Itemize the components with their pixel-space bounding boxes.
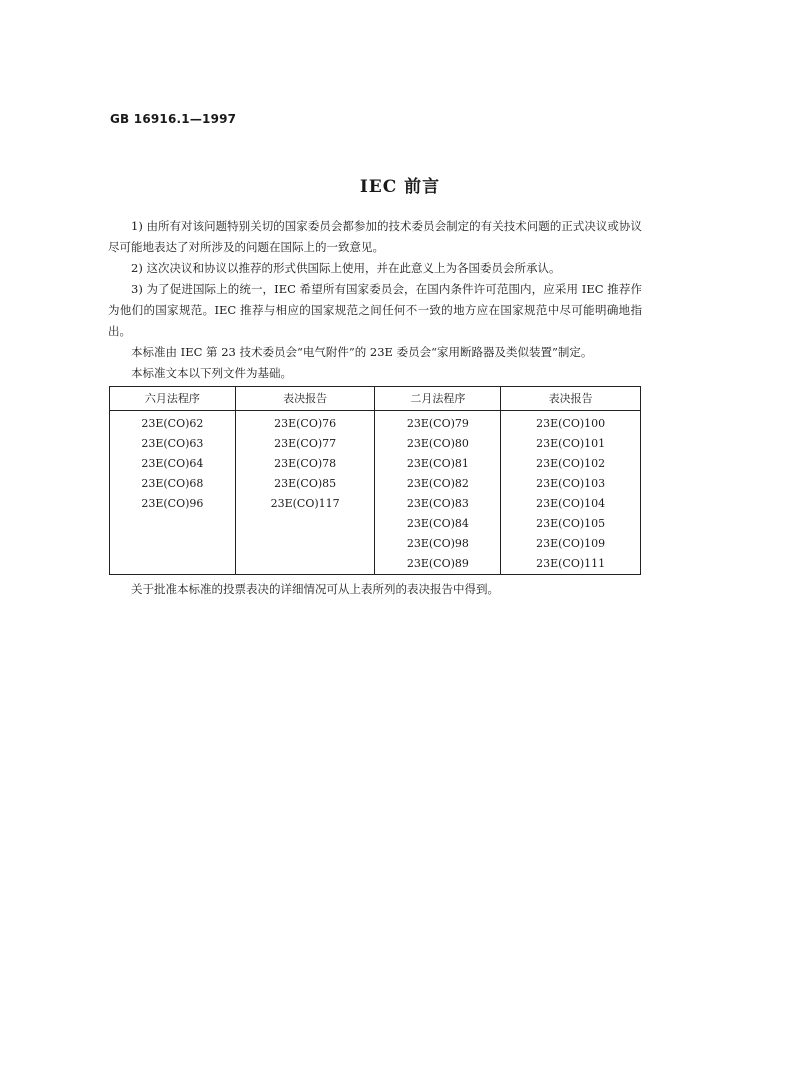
table-cell: 23E(CO)89 xyxy=(375,554,501,575)
header-voting-report-1: 表决报告 xyxy=(235,387,375,411)
table-cell: 23E(CO)100 xyxy=(501,411,641,435)
table-cell: 23E(CO)82 xyxy=(375,474,501,494)
table-cell: 23E(CO)78 xyxy=(235,454,375,474)
body-content xyxy=(108,216,642,600)
table-cell: 23E(CO)85 xyxy=(235,474,375,494)
table-cell: 23E(CO)76 xyxy=(235,411,375,435)
header-voting-report-2: 表决报告 xyxy=(501,387,641,411)
table-cell xyxy=(235,534,375,554)
table-cell: 23E(CO)111 xyxy=(501,554,641,575)
table-cell: 23E(CO)68 xyxy=(110,474,236,494)
table-cell: 23E(CO)63 xyxy=(110,434,236,454)
header-two-month-procedure: 二月法程序 xyxy=(375,387,501,411)
table-cell xyxy=(235,554,375,575)
table-cell: 23E(CO)80 xyxy=(375,434,501,454)
standard-code: GB 16916.1—1997 xyxy=(110,112,237,126)
table-cell: 23E(CO)77 xyxy=(235,434,375,454)
documents-table xyxy=(109,386,641,575)
table-cell: 23E(CO)96 xyxy=(110,494,236,514)
table-cell: 23E(CO)104 xyxy=(501,494,641,514)
table-row xyxy=(110,454,641,474)
table-row xyxy=(110,554,641,575)
table-row xyxy=(110,494,641,514)
table-row xyxy=(110,434,641,454)
table-cell: 23E(CO)101 xyxy=(501,434,641,454)
table-header-row xyxy=(110,387,641,411)
table-cell: 23E(CO)103 xyxy=(501,474,641,494)
table-cell xyxy=(110,514,236,534)
table-cell: 23E(CO)109 xyxy=(501,534,641,554)
header-six-month-procedure: 六月法程序 xyxy=(110,387,236,411)
table-cell: 23E(CO)62 xyxy=(110,411,236,435)
paragraph-5: 本标准文本以下列文件为基础。 xyxy=(131,366,292,380)
table-cell xyxy=(110,534,236,554)
table-cell: 23E(CO)117 xyxy=(235,494,375,514)
paragraph-2: 2) 这次决议和协议以推荐的形式供国际上使用，并在此意义上为各国委员会所承认。 xyxy=(131,261,561,275)
table-cell: 23E(CO)64 xyxy=(110,454,236,474)
paragraph-1: 1) 由所有对该问题特别关切的国家委员会都参加的技术委员会制定的有关技术问题的正式决议或协议尽可能地表达了对所涉及的问题在国际上的一致意见。 xyxy=(108,219,642,254)
paragraph-4: 本标准由 IEC 第 23 技术委员会“电气附件”的 23E 委员会“家用断路器及类似装置”制定。 xyxy=(131,345,593,359)
table-cell: 23E(CO)102 xyxy=(501,454,641,474)
table-row xyxy=(110,514,641,534)
table-cell xyxy=(110,554,236,575)
page-title: IEC 前言 xyxy=(359,177,441,197)
paragraph-3: 3) 为了促进国际上的统一，IEC 希望所有国家委员会，在国内条件许可范围内，应采用 IEC 推荐作为他们的国家规范。IEC 推荐与相应的国家规范之间任何不一致的地方应在国家规范中尽可能明确地指出。 xyxy=(108,282,642,338)
table-row xyxy=(110,534,641,554)
table-cell: 23E(CO)105 xyxy=(501,514,641,534)
table-row xyxy=(110,411,641,435)
table-cell: 23E(CO)83 xyxy=(375,494,501,514)
table-cell: 23E(CO)79 xyxy=(375,411,501,435)
table-cell: 23E(CO)84 xyxy=(375,514,501,534)
table-cell: 23E(CO)98 xyxy=(375,534,501,554)
table-row xyxy=(110,474,641,494)
table-cell xyxy=(235,514,375,534)
footer-note: 关于批准本标准的投票表决的详细情况可从上表所列的表决报告中得到。 xyxy=(131,582,499,596)
table-cell: 23E(CO)81 xyxy=(375,454,501,474)
